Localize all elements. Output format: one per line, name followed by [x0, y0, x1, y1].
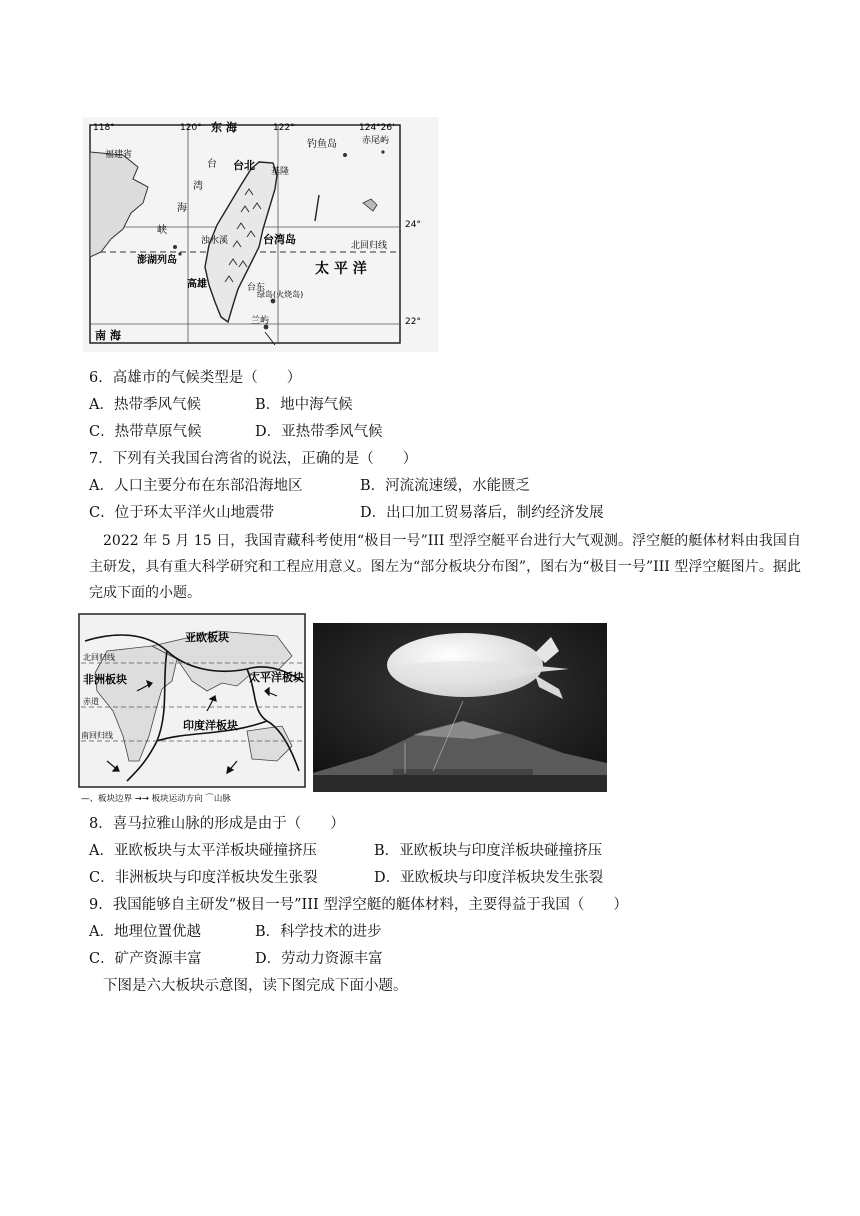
- outro-paragraph: 下图是六大板块示意图，读下图完成下面小题。: [103, 978, 408, 994]
- q8-option-b[interactable]: B．亚欧板块与印度洋板块碰撞挤压: [374, 843, 603, 859]
- lon-label-124: 124°26': [359, 123, 395, 133]
- pacific-plate-label: 太平洋板块: [249, 671, 304, 684]
- sea-south-label: 南 海: [95, 329, 121, 342]
- strait-char-1: 台: [207, 159, 217, 170]
- lon-label-120: 120°: [180, 123, 202, 133]
- taiwan-map: [83, 117, 439, 352]
- q6-stem: 6．高雄市的气候类型是（ ）: [89, 370, 302, 386]
- strait-char-3: 海: [177, 203, 187, 214]
- q9-option-d[interactable]: D．劳动力资源丰富: [255, 951, 383, 967]
- chiwei-label: 赤尾屿: [362, 136, 390, 146]
- eurasian-plate-label: 亚欧板块: [185, 631, 229, 644]
- kaohsiung-label: 高雄: [187, 279, 207, 290]
- fujian-label: 福建省: [105, 150, 133, 160]
- taitung-label: 台东: [247, 283, 266, 293]
- q7-option-c[interactable]: C．位于环太平洋火山地震带: [89, 505, 275, 521]
- penghu-label: 澎湖列岛: [137, 255, 177, 266]
- q6-option-a[interactable]: A．热带季风气候: [89, 397, 201, 413]
- strait-char-4: 峡: [157, 225, 167, 236]
- tropic-label: 北回归线: [351, 241, 388, 251]
- q9-stem: 9．我国能够自主研发“极目一号”III 型浮空艇的艇体材料，主要得益于我国（ ）: [89, 897, 628, 913]
- q9-option-b[interactable]: B．科学技术的进步: [255, 924, 382, 940]
- intro-paragraph: 2022 年 5 月 15 日，我国青藏科考使用“极目一号”III 型浮空艇平台进行大气观测。浮空艇的艇体材料由我国自主研发，具有重大科学研究和工程应用意义。图左为“部分板块分布图”，图右为“极目一号”III 型浮空艇图片。据此完成下面的小题。: [89, 533, 801, 601]
- strait-char-2: 湾: [193, 181, 203, 192]
- taiwan-island-label: 台湾岛: [263, 233, 296, 246]
- q6-option-c[interactable]: C．热带草原气候: [89, 424, 202, 440]
- airship-photo: [313, 623, 607, 792]
- lat-label-24: 24°: [405, 220, 421, 230]
- equator-label: 赤道: [83, 697, 99, 706]
- q6-option-b[interactable]: B．地中海气候: [255, 397, 353, 413]
- ocean-label: 太 平 洋: [315, 261, 367, 277]
- q8-option-d[interactable]: D．亚欧板块与印度洋板块发生张裂: [374, 870, 604, 886]
- q9-option-a[interactable]: A．地理位置优越: [89, 924, 201, 940]
- q8-option-a[interactable]: A．亚欧板块与太平洋板块碰撞挤压: [89, 843, 317, 859]
- lon-label-122: 122°: [273, 123, 295, 133]
- q7-option-b[interactable]: B．河流流速缓，水能匮乏: [360, 478, 531, 494]
- keelung-label: 基隆: [271, 167, 290, 177]
- q8-option-c[interactable]: C．非洲板块与印度洋板块发生张裂: [89, 870, 318, 886]
- plates-map: [77, 611, 309, 806]
- indian-plate-label: 印度洋板块: [183, 719, 238, 732]
- lanyu-label: 兰屿: [251, 316, 270, 326]
- diaoyu-label: 钓鱼岛: [307, 139, 337, 150]
- q9-option-c[interactable]: C．矿产资源丰富: [89, 951, 202, 967]
- sea-east-label: 东 海: [211, 121, 237, 134]
- lvdao-label: 绿岛(火烧岛): [257, 290, 304, 299]
- lat-label-22: 22°: [405, 317, 421, 327]
- q7-option-a[interactable]: A．人口主要分布在东部沿海地区: [89, 478, 303, 494]
- tropic-north-label: 北回归线: [83, 653, 115, 662]
- q7-option-d[interactable]: D．出口加工贸易落后，制约经济发展: [360, 505, 604, 521]
- lon-label-118: 118°: [93, 123, 115, 133]
- q7-stem: 7．下列有关我国台湾省的说法，正确的是（ ）: [89, 451, 418, 467]
- african-plate-label: 非洲板块: [83, 673, 127, 686]
- zhuoshui-label: 浊水溪: [201, 236, 229, 246]
- taipei-label: 台北: [233, 159, 255, 172]
- plates-legend: —、板块边界 →→ 板块运动方向 ⌒山脉: [81, 794, 231, 804]
- q8-stem: 8．喜马拉雅山脉的形成是由于（ ）: [89, 816, 345, 832]
- tropic-south-label: 南回归线: [81, 731, 113, 740]
- q6-option-d[interactable]: D．亚热带季风气候: [255, 424, 383, 440]
